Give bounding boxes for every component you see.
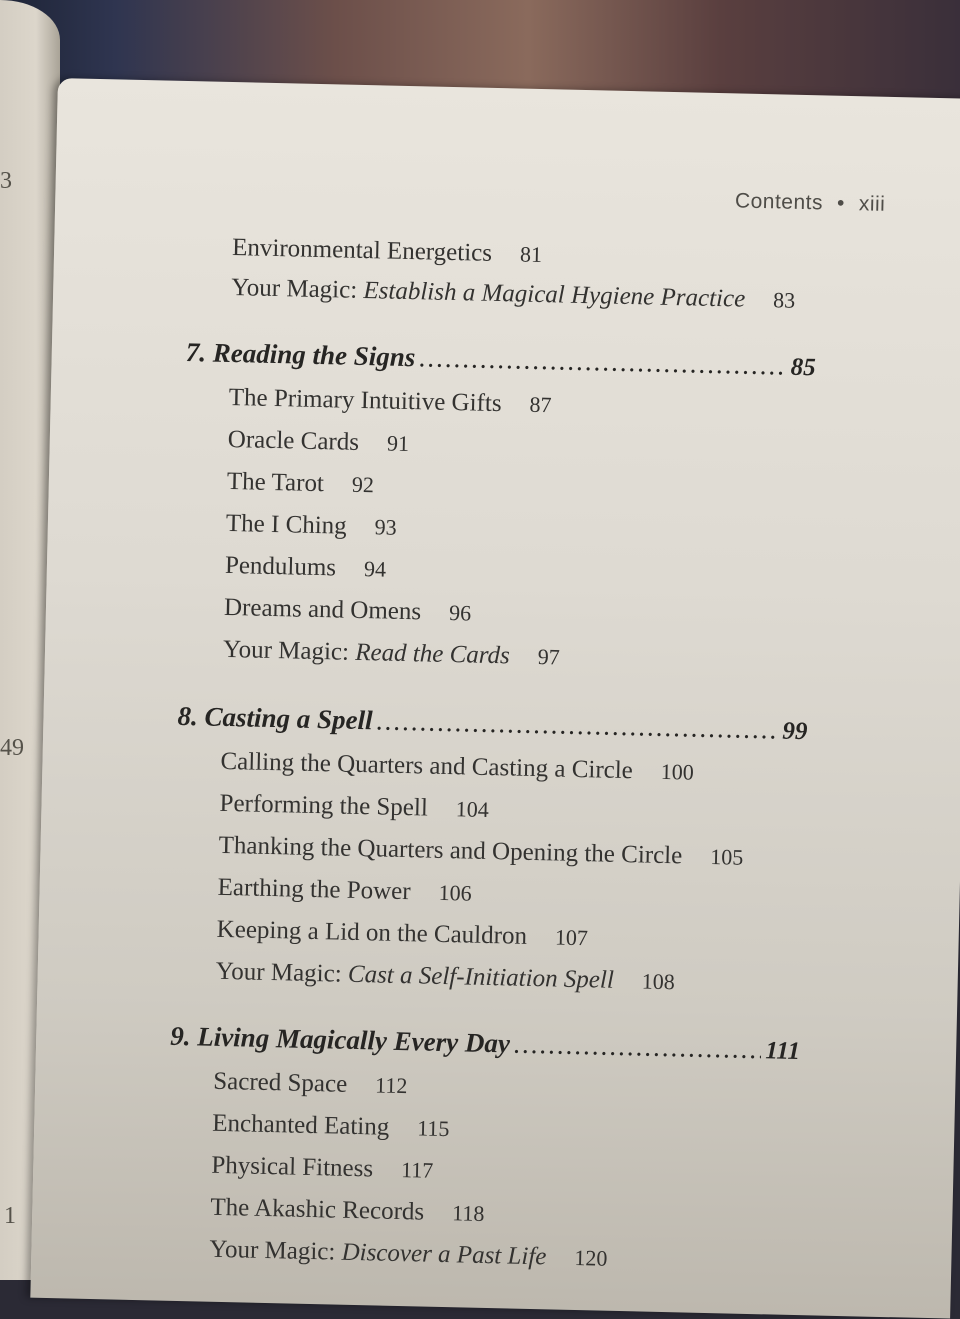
entry-title: Environmental Energetics: [231, 233, 493, 267]
entry-page: 118: [451, 1200, 485, 1226]
toc-entry[interactable]: [226, 510, 397, 542]
chapter-title: 8. Casting a Spell: [177, 700, 373, 736]
entry-title: Keeping a Lid on the Cauldron: [216, 915, 528, 950]
entry-title: Physical Fitness: [211, 1151, 374, 1183]
entry-title: The Tarot: [226, 467, 325, 498]
entry-page: 100: [660, 758, 695, 785]
entry-title: Earthing the Power: [217, 873, 411, 906]
entry-page: 112: [374, 1072, 408, 1099]
entry-prefix: Your Magic:: [222, 635, 356, 666]
toc-entry[interactable]: [209, 1236, 608, 1273]
chapter-page: 99: [782, 717, 808, 746]
toc-entry[interactable]: [232, 234, 542, 269]
chapter-heading[interactable]: [170, 1021, 801, 1066]
entry-prefix: Your Magic:: [215, 957, 349, 988]
entry-page: 106: [438, 879, 472, 906]
entry-page: 87: [529, 391, 552, 418]
chapter-page: 85: [790, 353, 816, 382]
left-page-number: 49: [0, 735, 24, 761]
entry-page: 81: [519, 241, 543, 268]
entry-page: 93: [374, 514, 398, 540]
entry-page: 94: [363, 556, 387, 582]
entry-title: Read the Cards: [354, 638, 511, 670]
entry-page: 92: [351, 471, 375, 498]
entry-title: The Primary Intuitive Gifts: [228, 383, 502, 418]
entry-title: Dreams and Omens: [223, 593, 422, 626]
toc-entry[interactable]: [220, 748, 694, 787]
entry-title: Pendulums: [224, 551, 337, 582]
entry-title: Enchanted Eating: [212, 1109, 390, 1141]
left-page-number: 1: [4, 1203, 16, 1229]
dot-leader: [419, 342, 787, 381]
dot-leader: [514, 1029, 762, 1066]
entry-title: Establish a Magical Hygiene Practice: [363, 276, 746, 313]
entry-page: 108: [641, 968, 676, 995]
entry-page: 96: [448, 600, 472, 626]
entry-title: Thanking the Quarters and Opening the Circle: [218, 831, 683, 870]
toc-entry[interactable]: [217, 874, 472, 908]
entry-title: The Akashic Records: [210, 1193, 425, 1226]
entry-title: Sacred Space: [212, 1067, 348, 1098]
toc-entry[interactable]: [223, 636, 560, 672]
entry-title: Calling the Quarters and Casting a Circle: [220, 747, 634, 785]
chapter-title: 7. Reading the Signs: [185, 336, 416, 373]
entry-title: Oracle Cards: [227, 425, 360, 456]
entry-page: 117: [400, 1157, 434, 1183]
dot-leader: [376, 705, 779, 745]
entry-prefix: Your Magic:: [209, 1235, 342, 1266]
toc-entry[interactable]: [213, 1068, 408, 1100]
toc-entry[interactable]: [231, 274, 796, 315]
entry-page: 83: [772, 287, 796, 313]
chapter-page: 111: [765, 1037, 801, 1066]
entry-page: 91: [386, 430, 410, 457]
chapter-title: 9. Living Magically Every Day: [169, 1020, 511, 1059]
header-page-number: xiii: [858, 192, 886, 216]
entry-title: The I Ching: [225, 509, 348, 540]
entry-page: 97: [537, 644, 561, 670]
left-page-number: 3: [0, 168, 12, 194]
entry-title: Discover a Past Life: [341, 1238, 547, 1271]
entry-page: 115: [417, 1115, 450, 1142]
chapter-heading[interactable]: [185, 337, 816, 382]
toc-entry[interactable]: [215, 958, 675, 996]
toc-entry[interactable]: [225, 552, 387, 584]
toc-entry[interactable]: [210, 1194, 485, 1228]
entry-page: 107: [554, 924, 589, 951]
header-section: Contents: [734, 189, 824, 215]
toc-entry[interactable]: [228, 384, 551, 419]
toc-entry[interactable]: [212, 1110, 450, 1143]
entry-title: Performing the Spell: [219, 789, 429, 822]
toc-entry[interactable]: [218, 832, 743, 872]
entry-page: 120: [574, 1245, 608, 1271]
chapter-heading[interactable]: [177, 701, 808, 746]
entry-page: 105: [709, 844, 744, 870]
contents-page: [30, 78, 960, 1319]
toc-entry[interactable]: [224, 594, 472, 628]
header-separator: •: [836, 191, 846, 215]
toc-entry[interactable]: [227, 468, 375, 499]
entry-title: Cast a Self-Initiation Spell: [347, 960, 615, 994]
entry-page: 104: [455, 796, 490, 822]
entry-prefix: Your Magic:: [230, 273, 364, 304]
running-header: [735, 189, 886, 216]
toc-entry[interactable]: [219, 790, 489, 824]
toc-entry[interactable]: [211, 1152, 434, 1185]
toc-entry[interactable]: [228, 426, 410, 458]
toc-entry[interactable]: [216, 916, 588, 952]
